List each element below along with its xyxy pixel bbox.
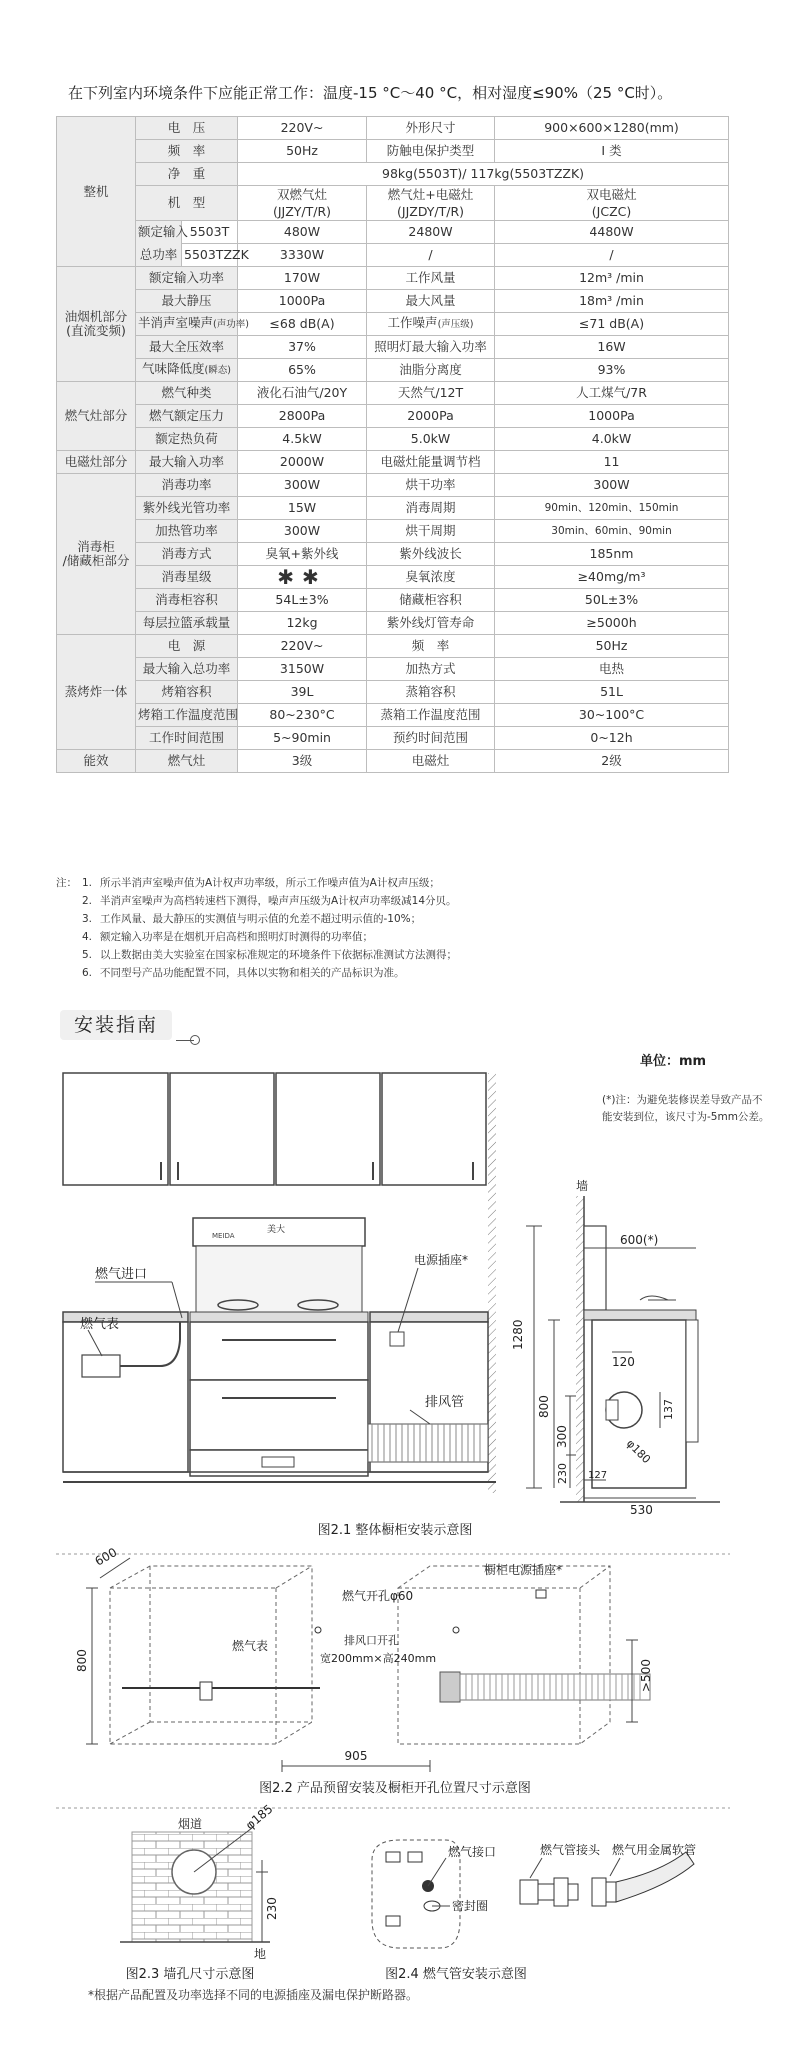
dim-530: 530 [630,1503,653,1517]
caption-fig-2-3: 图2.3 墙孔尺寸示意图 [125,1967,255,1982]
cell: 2000Pa [367,405,495,428]
cat-whole: 整机 [57,117,136,267]
cell: 4480W [495,221,729,244]
cell: 4.5kW [238,428,367,451]
note-index: 6. [82,967,93,979]
cell: 工作时间范围 [136,727,238,750]
cell: 总功率 [136,244,182,267]
cell: ≤68 dB(A) [238,313,367,336]
cell: 30min、60min、90min [495,520,729,543]
cell: ≤71 dB(A) [495,313,729,336]
appliance-brand: MEIDA [212,1232,235,1240]
cell: 人工煤气/7R [495,382,729,405]
cell: 机 型 [136,186,238,221]
cell-sub: (声压级) [437,319,474,330]
cat-induction: 电磁灶部分 [57,451,136,474]
note-text: 以上数据由美大实验室在国家标准规定的环境条件下依据标准测试方法测得； [100,949,457,961]
cell: 燃气灶+电磁灶 [367,186,495,204]
cell: 液化石油气/20Y [238,382,367,405]
cell: 2480W [367,221,495,244]
cell: 频 率 [136,140,238,163]
cell: 烘干周期 [367,520,495,543]
side-wall [488,1073,496,1493]
cell: 0~12h [495,727,729,750]
cell: 5503T [182,221,238,244]
cell: 工作风量 [367,267,495,290]
cell: 紫外线光管功率 [136,497,238,520]
label-exhaust: 排风管 [425,1395,465,1410]
cell: ≥40mg/m³ [495,566,729,589]
note-index: 5. [82,949,93,961]
dim-300: 300 [555,1425,569,1448]
label-exhaust-hole-1: 排风口开孔 [344,1634,399,1647]
cell: 39L [238,681,367,704]
cell: 消毒柜容积 [136,589,238,612]
cell: 2000W [238,451,367,474]
label-ground: 地 [254,1947,267,1961]
dim-185: φ185 [242,1801,276,1833]
power-socket-icon [390,1332,404,1346]
note-index: 4. [82,931,93,943]
cell: 3150W [238,658,367,681]
cell: 频 率 [367,635,495,658]
note-index: 2. [82,895,93,907]
cell: 额定热负荷 [136,428,238,451]
cat-efficiency: 能效 [57,750,136,773]
cell: (JJZDY/T/R) [367,203,495,221]
cell: 加热方式 [367,658,495,681]
dim-fig2-500: >500 [639,1659,653,1692]
connector-icon [520,1878,578,1906]
fitting-body [372,1840,460,1948]
cell: 电 源 [136,635,238,658]
cell: 54L±3% [238,589,367,612]
cell: 油脂分离度 [367,359,495,382]
cell: 2800Pa [238,405,367,428]
cell: 燃气额定压力 [136,405,238,428]
note-text: 半消声室噪声为高档转速档下测得，噪声声压级为A计权声功率级减14分贝。 [100,895,457,907]
cell: 加热管功率 [136,520,238,543]
cell: 5~90min [238,727,367,750]
cell: 4.0kW [495,428,729,451]
note-text: 所示半消声室噪声值为A计权声功率级，所示工作噪声值为A计权声压级； [100,877,440,889]
cell: 37% [238,336,367,359]
cell: 480W [238,221,367,244]
cell: 30~100°C [495,704,729,727]
cell: 11 [495,451,729,474]
cell: 紫外线波长 [367,543,495,566]
dim-fig2-905: 905 [344,1749,368,1763]
cell: 最大全压效率 [136,336,238,359]
cell: 80~230°C [238,704,367,727]
gas-hole-right [453,1627,459,1633]
cell: 50Hz [238,140,367,163]
dim-fig2-800: 800 [75,1649,89,1672]
label-wall: 墙 [576,1179,589,1193]
cell: 臭氧+紫外线 [238,543,367,566]
note-text: 不同型号产品功能配置不同，具体以实物和相关的产品标识为准。 [100,967,405,979]
cell: 储藏柜容积 [367,589,495,612]
caption-fig-2-4: 图2.4 燃气管安装示意图 [385,1967,527,1982]
label-exhaust-hole-2: 宽200mm×高240mm [320,1652,437,1665]
cell: 防触电保护类型 [367,140,495,163]
star-rating: ✱✱ [238,566,367,589]
cell: 最大输入总功率 [136,658,238,681]
note-index: 3. [82,913,93,925]
cell: 1000Pa [495,405,729,428]
cell: 90min、120min、150min [495,497,729,520]
cell: 2级 [495,750,729,773]
label-gas-hole: 燃气开孔φ60 [342,1589,414,1603]
cell: 额定输入 [136,221,182,244]
install-section-title: 安装指南 [60,1010,172,1040]
cell: 电磁灶能量调节档 [367,451,495,474]
cell: 最大静压 [136,290,238,313]
gas-hole-left [315,1627,321,1633]
cell: 50Hz [495,635,729,658]
cell: / [495,244,729,267]
cell: I 类 [495,140,729,163]
cell: 220V~ [238,117,367,140]
dim-137: 137 [662,1399,675,1420]
cell: 51L [495,681,729,704]
cell: 15W [238,497,367,520]
label-power-socket: 电源插座* [414,1253,469,1267]
cell: 消毒功率 [136,474,238,497]
cell: 消毒周期 [367,497,495,520]
cell: 额定输入功率 [136,267,238,290]
cell: 16W [495,336,729,359]
cell: 5.0kW [367,428,495,451]
cat-hood-1: 油烟机部分 [64,309,128,324]
cell: 50L±3% [495,589,729,612]
label-gas-inlet: 燃气进口 [95,1267,148,1282]
cell: 电磁灶 [367,750,495,773]
dim-800: 800 [537,1395,551,1418]
cell: 每层拉篮承载量 [136,612,238,635]
cell: ≥5000h [495,612,729,635]
cell: 外形尺寸 [367,117,495,140]
cell: 5503TZZK [182,244,238,267]
cell: 220V~ [238,635,367,658]
cell: 170W [238,267,367,290]
cabinet-socket-icon [536,1590,546,1598]
cell: 净 重 [136,163,238,186]
cell: 900×600×1280(mm) [495,117,729,140]
cell: 烤箱容积 [136,681,238,704]
dim-230-wall: 230 [265,1897,279,1920]
cell: 电热 [495,658,729,681]
cell: 3级 [238,750,367,773]
cell: (JCZC) [495,203,729,221]
appliance-front [190,1218,368,1476]
note-lead: 注： [56,877,77,889]
dim-120: 120 [612,1355,635,1369]
exhaust-duct-2 [440,1672,650,1702]
cell: 最大风量 [367,290,495,313]
label-hose: 燃气用金属软管 [612,1843,697,1857]
cell: 消毒方式 [136,543,238,566]
dim-600: 600(*) [620,1233,659,1247]
label-seal: 密封圈 [452,1899,489,1913]
cell: 双电磁灶 [495,186,729,204]
dim-180: φ180 [623,1436,654,1467]
cell: 最大输入功率 [136,451,238,474]
cell: 12kg [238,612,367,635]
cell: 12m³ /min [495,267,729,290]
label-gas-port: 燃气接口 [448,1845,497,1859]
label-gas-meter: 燃气表 [80,1317,120,1332]
cell-text: 工作噪声 [387,315,438,330]
cell: 蒸箱容积 [367,681,495,704]
gas-meter-small-icon [200,1682,212,1700]
cell: 电 压 [136,117,238,140]
label-cabinet-socket: 橱柜电源插座* [484,1563,563,1577]
cell: 300W [495,474,729,497]
cell: 燃气灶 [136,750,238,773]
caption-fig-2-2: 图2.2 产品预留安装及橱柜开孔位置尺寸示意图 [259,1781,531,1796]
caption-fig-2-1: 图2.1 整体橱柜安装示意图 [317,1523,473,1538]
label-gas-meter-2: 燃气表 [232,1639,269,1653]
label-connector: 燃气管接头 [540,1843,601,1857]
cell: 预约时间范围 [367,727,495,750]
intro-text: 在下列室内环境条件下应能正常工作：温度-15 °C～40 °C，相对湿度≤90%（25 °C时）。 [68,84,673,102]
cell: 蒸箱工作温度范围 [367,704,495,727]
upper-cabinets [63,1073,486,1185]
fig-2-2-cabinet-left [110,1566,312,1744]
cell-sub: (瞬态) [204,365,231,376]
cat-gas: 燃气灶部分 [57,382,136,451]
cell: 照明灯最大输入功率 [367,336,495,359]
cell: 185nm [495,543,729,566]
cell: 烤箱工作温度范围 [136,704,238,727]
cell: 18m³ /min [495,290,729,313]
cell: 1000Pa [238,290,367,313]
hose-icon [592,1852,694,1906]
cat-hood-2: (直流变频) [66,323,126,338]
dim-fig2-600: 600 [92,1545,120,1569]
cell: 300W [238,520,367,543]
cell: (JJZY/T/R) [238,203,367,221]
cell: 消毒星级 [136,566,238,589]
cell: 燃气种类 [136,382,238,405]
cell: / [367,244,495,267]
appliance-logo: 美大 [266,1225,286,1235]
note-text: 额定输入功率是在烟机开启高档和照明灯时测得的功率值； [100,931,373,943]
label-flue: 烟道 [178,1817,203,1831]
cell-sub: (声功率) [213,319,249,330]
cell-text: 气味降低度 [142,361,205,376]
cell: 3330W [238,244,367,267]
install-footnote: *根据产品配置及功率选择不同的电源插座及漏电保护断路器。 [88,1988,419,2002]
note-index: 1. [82,877,93,889]
cell: 65% [238,359,367,382]
unit-note: (*)注：为避免装修误差导致产品不能安装到位，该尺寸为-5mm公差。 [602,1094,770,1123]
cell: 双燃气灶 [238,186,367,204]
exhaust-duct [368,1424,488,1462]
cat-sterilizer-1: 消毒柜 [77,539,115,554]
note-text: 工作风量、最大静压的实测值与明示值的允差不超过明示值的-10%； [100,913,422,925]
cell-text: 半消声室噪声 [138,315,214,330]
dim-230: 230 [556,1463,569,1484]
dim-127: 127 [588,1470,608,1481]
cat-oven: 蒸烤炸一体 [57,635,136,750]
cell: 臭氧浓度 [367,566,495,589]
cell: 天然气/12T [367,382,495,405]
cell: 300W [238,474,367,497]
cell: 98kg(5503T)/ 117kg(5503TZZK) [238,163,729,186]
dim-1280: 1280 [511,1319,525,1350]
cell: 烘干功率 [367,474,495,497]
cell: 93% [495,359,729,382]
unit-label: 单位：mm [640,1054,707,1069]
cat-sterilizer-2: /储藏柜部分 [62,553,130,568]
cell: 紫外线灯管寿命 [367,612,495,635]
